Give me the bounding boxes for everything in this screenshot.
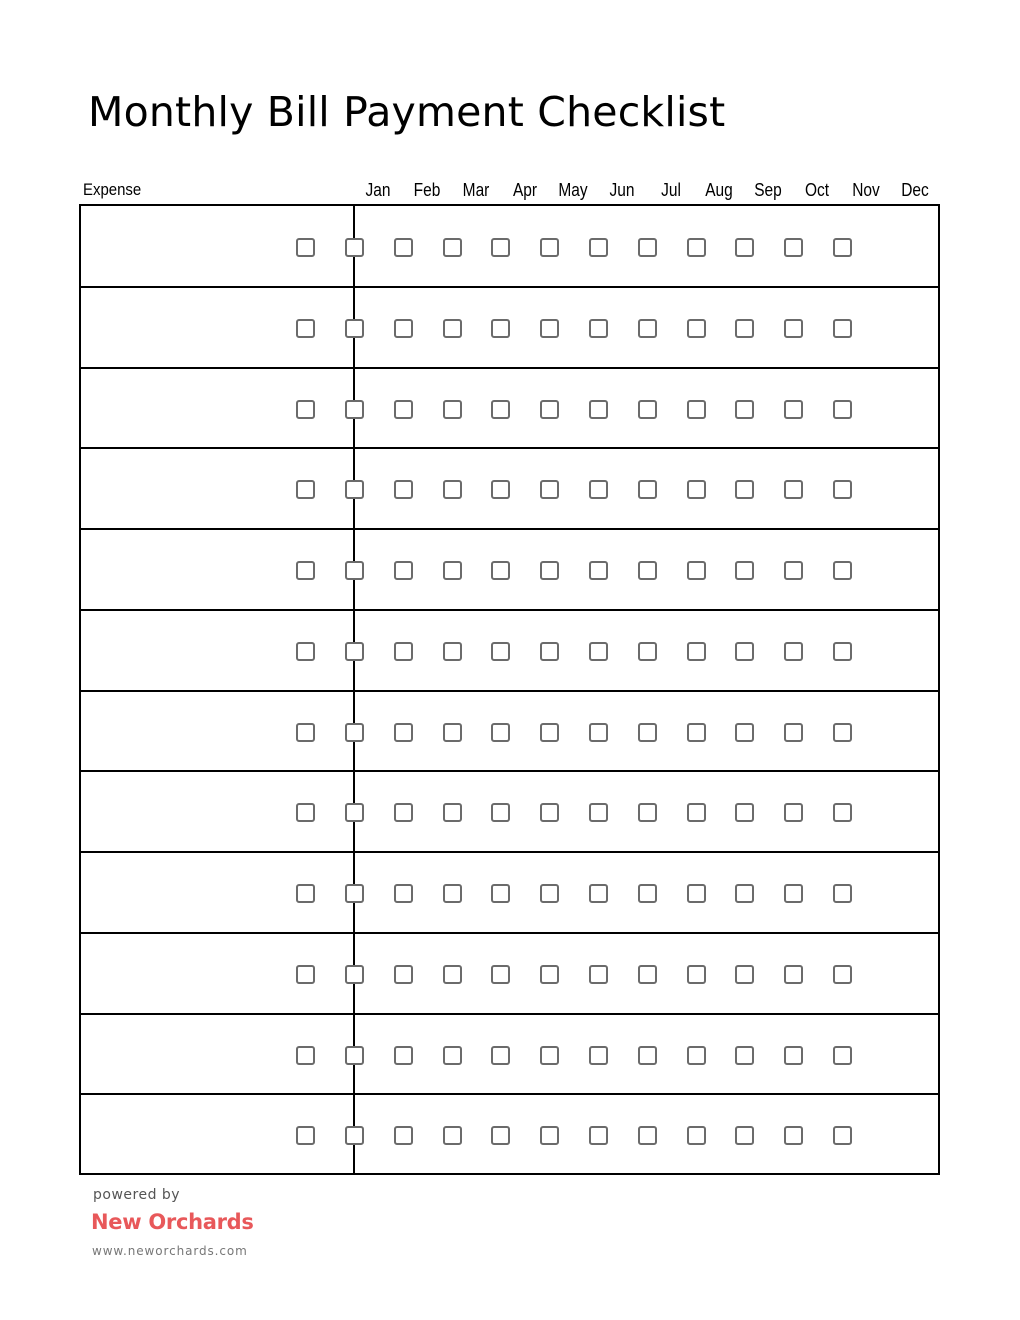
checkbox-apr[interactable] [443,884,462,903]
checkbox-mar[interactable] [394,1046,413,1065]
checkbox-may[interactable] [491,561,510,580]
brand-logo-text: New Orchards [91,1210,254,1234]
checkbox-jun[interactable] [540,1126,559,1145]
checkbox-mar[interactable] [394,1126,413,1145]
table-row [81,448,938,529]
checkbox-dec[interactable] [833,965,852,984]
checkbox-sep[interactable] [687,965,706,984]
table-row [81,368,938,449]
checkbox-aug[interactable] [638,884,657,903]
checkbox-mar[interactable] [394,400,413,419]
checkbox-jul[interactable] [589,480,608,499]
checkbox-aug[interactable] [638,1046,657,1065]
checkbox-jun[interactable] [540,642,559,661]
month-header-nov: Nov [852,180,880,200]
month-header-may: May [558,180,588,200]
checkbox-may[interactable] [491,965,510,984]
checkbox-oct[interactable] [735,400,754,419]
checkbox-apr[interactable] [443,319,462,338]
checkbox-oct[interactable] [735,1126,754,1145]
checkbox-jun[interactable] [540,238,559,257]
checkbox-sep[interactable] [687,238,706,257]
table-row [81,610,938,691]
checkbox-may[interactable] [491,723,510,742]
checkbox-feb[interactable] [345,1046,364,1065]
month-header-jun: Jun [609,180,635,200]
checkbox-sep[interactable] [687,642,706,661]
month-header-jan: Jan [365,180,391,200]
checkbox-jul[interactable] [589,965,608,984]
checkbox-apr[interactable] [443,1126,462,1145]
checkbox-mar[interactable] [394,884,413,903]
checkbox-jul[interactable] [589,884,608,903]
checkbox-feb[interactable] [345,723,364,742]
month-header-mar: Mar [462,180,490,200]
checkbox-aug[interactable] [638,803,657,822]
checkbox-feb[interactable] [345,884,364,903]
checkbox-apr[interactable] [443,400,462,419]
checkbox-may[interactable] [491,884,510,903]
checkbox-jul[interactable] [589,400,608,419]
checkbox-feb[interactable] [345,561,364,580]
checkbox-apr[interactable] [443,723,462,742]
checkbox-may[interactable] [491,1126,510,1145]
checkbox-jan[interactable] [296,561,315,580]
table-row [81,529,938,610]
month-header-aug: Aug [705,180,733,200]
month-header-sep: Sep [754,180,782,200]
checkbox-may[interactable] [491,238,510,257]
checkbox-feb[interactable] [345,642,364,661]
checkbox-feb[interactable] [345,803,364,822]
checkbox-apr[interactable] [443,965,462,984]
checkbox-mar[interactable] [394,803,413,822]
checkbox-nov[interactable] [784,319,803,338]
checkbox-sep[interactable] [687,561,706,580]
checkbox-nov[interactable] [784,642,803,661]
checkbox-sep[interactable] [687,400,706,419]
checkbox-oct[interactable] [735,480,754,499]
checkbox-jul[interactable] [589,642,608,661]
checkbox-may[interactable] [491,803,510,822]
checkbox-jun[interactable] [540,965,559,984]
checkbox-oct[interactable] [735,642,754,661]
checkbox-dec[interactable] [833,561,852,580]
checkbox-jun[interactable] [540,803,559,822]
table-row [81,287,938,368]
checkbox-dec[interactable] [833,803,852,822]
checkbox-sep[interactable] [687,1126,706,1145]
checkbox-nov[interactable] [784,803,803,822]
checkbox-jan[interactable] [296,1126,315,1145]
checkbox-mar[interactable] [394,480,413,499]
checkbox-apr[interactable] [443,561,462,580]
checkbox-apr[interactable] [443,1046,462,1065]
month-header-apr: Apr [512,180,538,200]
checkbox-jan[interactable] [296,884,315,903]
expense-column-header: Expense [83,180,142,199]
checkbox-jan[interactable] [296,1046,315,1065]
month-header-oct: Oct [804,180,830,200]
checkbox-nov[interactable] [784,480,803,499]
checkbox-oct[interactable] [735,1046,754,1065]
checkbox-aug[interactable] [638,642,657,661]
checkbox-jul[interactable] [589,803,608,822]
checkbox-nov[interactable] [784,965,803,984]
checkbox-jan[interactable] [296,965,315,984]
checkbox-nov[interactable] [784,561,803,580]
checkbox-oct[interactable] [735,561,754,580]
checkbox-mar[interactable] [394,965,413,984]
checkbox-dec[interactable] [833,238,852,257]
checkbox-jun[interactable] [540,884,559,903]
checkbox-jul[interactable] [589,723,608,742]
checkbox-oct[interactable] [735,238,754,257]
month-header-jul: Jul [661,180,681,200]
checkbox-oct[interactable] [735,723,754,742]
checkbox-feb[interactable] [345,238,364,257]
table-row [81,771,938,852]
checkbox-nov[interactable] [784,884,803,903]
table-row [81,691,938,772]
checkbox-feb[interactable] [345,1126,364,1145]
checkbox-jun[interactable] [540,400,559,419]
checkbox-jun[interactable] [540,480,559,499]
checkbox-mar[interactable] [394,723,413,742]
powered-by-label: powered by [93,1187,181,1203]
checkbox-may[interactable] [491,319,510,338]
table-row [81,206,938,287]
checkbox-sep[interactable] [687,723,706,742]
checkbox-feb[interactable] [345,480,364,499]
table-row [81,933,938,1014]
table-row [81,1094,938,1175]
checkbox-sep[interactable] [687,480,706,499]
checkbox-jan[interactable] [296,480,315,499]
checkbox-jan[interactable] [296,723,315,742]
checkbox-jul[interactable] [589,561,608,580]
checkbox-jul[interactable] [589,238,608,257]
checkbox-aug[interactable] [638,723,657,742]
checkbox-jul[interactable] [589,1126,608,1145]
checkbox-dec[interactable] [833,319,852,338]
table-row [81,852,938,933]
checkbox-oct[interactable] [735,965,754,984]
checkbox-jun[interactable] [540,1046,559,1065]
checkbox-aug[interactable] [638,480,657,499]
checkbox-nov[interactable] [784,238,803,257]
checkbox-aug[interactable] [638,319,657,338]
checkbox-aug[interactable] [638,400,657,419]
checkbox-dec[interactable] [833,400,852,419]
month-header-dec: Dec [901,180,929,200]
month-header-feb: Feb [413,180,441,200]
checkbox-oct[interactable] [735,803,754,822]
checkbox-dec[interactable] [833,884,852,903]
table-row [81,1014,938,1095]
checkbox-dec[interactable] [833,1046,852,1065]
checkbox-jan[interactable] [296,642,315,661]
checkbox-may[interactable] [491,1046,510,1065]
checkbox-jan[interactable] [296,238,315,257]
checkbox-sep[interactable] [687,884,706,903]
checkbox-sep[interactable] [687,1046,706,1065]
checkbox-aug[interactable] [638,1126,657,1145]
checkbox-apr[interactable] [443,238,462,257]
checkbox-jun[interactable] [540,561,559,580]
checkbox-may[interactable] [491,642,510,661]
checkbox-apr[interactable] [443,480,462,499]
checkbox-nov[interactable] [784,723,803,742]
checkbox-jul[interactable] [589,1046,608,1065]
checkbox-dec[interactable] [833,723,852,742]
checkbox-dec[interactable] [833,480,852,499]
checkbox-nov[interactable] [784,1046,803,1065]
checkbox-may[interactable] [491,400,510,419]
checkbox-aug[interactable] [638,561,657,580]
checkbox-oct[interactable] [735,884,754,903]
checkbox-aug[interactable] [638,965,657,984]
checkbox-feb[interactable] [345,965,364,984]
checkbox-sep[interactable] [687,319,706,338]
checkbox-oct[interactable] [735,319,754,338]
checkbox-jul[interactable] [589,319,608,338]
checkbox-sep[interactable] [687,803,706,822]
checkbox-jun[interactable] [540,319,559,338]
checkbox-may[interactable] [491,480,510,499]
column-headers [80,178,940,204]
checkbox-mar[interactable] [394,561,413,580]
checkbox-jan[interactable] [296,319,315,338]
checkbox-aug[interactable] [638,238,657,257]
checkbox-jan[interactable] [296,400,315,419]
checkbox-dec[interactable] [833,642,852,661]
checkbox-jun[interactable] [540,723,559,742]
checkbox-mar[interactable] [394,642,413,661]
checklist-table [79,204,940,1175]
page-title: Monthly Bill Payment Checklist [88,88,726,136]
checkbox-mar[interactable] [394,238,413,257]
checkbox-apr[interactable] [443,642,462,661]
checkbox-jan[interactable] [296,803,315,822]
checkbox-nov[interactable] [784,1126,803,1145]
checkbox-apr[interactable] [443,803,462,822]
checkbox-feb[interactable] [345,319,364,338]
brand-url: www.neworchards.com [92,1244,248,1258]
checkbox-mar[interactable] [394,319,413,338]
checkbox-nov[interactable] [784,400,803,419]
checkbox-dec[interactable] [833,1126,852,1145]
checkbox-feb[interactable] [345,400,364,419]
